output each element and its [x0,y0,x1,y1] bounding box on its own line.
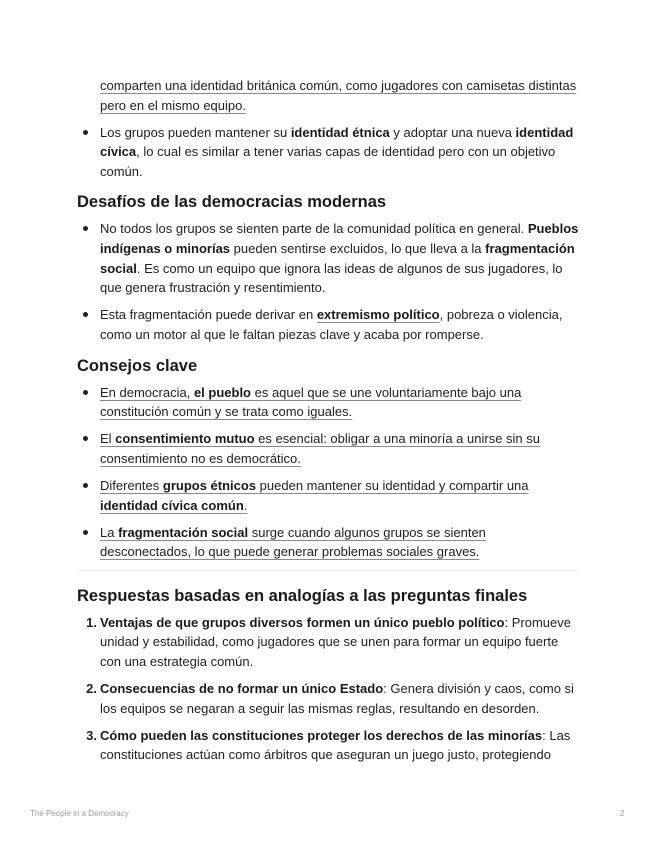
footer-page-number: 2 [620,809,625,818]
list-item-text: Los grupos pueden mantener su identidad étnica y adoptar una nueva identidad cívica, lo cual es similar a tener varias capas de identidad pero con un objetivo común. [100,124,574,179]
list-item-text: El consentimiento mutuo es esencial: obligar a una minoría a unirse sin su consentimiento no es democrático. [100,431,540,466]
list-item-text: Consecuencias de no formar un único Estado: Genera división y caos, como si los equipos se negaran a seguir las mismas reglas, resultando en desorden. [100,681,574,716]
bold-term: Cómo pueden las constituciones proteger los derechos de las minorías [100,727,543,743]
tips-list [77,383,579,562]
numbered-item [77,726,579,765]
section-heading-answers: Respuestas basadas en analogías a las preguntas finales [77,586,528,605]
page-content [77,76,579,772]
section-divider [77,570,579,571]
bold-term: consentimiento mutuo [115,431,255,447]
footer-document-title: The People in a Democracy [30,809,129,818]
list-item-text: Diferentes grupos étnicos pueden mantener su identidad y compartir una identidad cívica común. [100,477,529,513]
bold-term: identidad cívica [100,124,574,160]
item-number: 1. [86,614,97,630]
numbered-item [77,679,579,718]
list-item-text: Esta fragmentación puede derivar en extremismo político, pobreza o violencia, como un motor al que le faltan piezas clave y acaba por romperse. [100,307,563,342]
list-item-text: En democracia, el pueblo es aquel que se une voluntariamente bajo una constitución común y se trata como iguales. [100,384,522,420]
bold-term: el pueblo [193,384,251,400]
bold-term: identidad étnica [290,124,390,140]
list-item [77,429,579,468]
bold-term: identidad cívica común [100,497,244,513]
list-item [77,219,579,297]
bold-term: grupos étnicos [162,477,257,493]
section-heading-tips: Consejos clave [77,356,198,375]
bold-term: extremismo político [316,307,440,323]
item-number: 2. [86,681,97,697]
bold-term: fragmentación social [100,241,575,276]
list-item [77,123,579,182]
list-item-text: No todos los grupos se sienten parte de la comunidad política en general. Pueblos indígenas o minorías pueden sentirse excluidos, lo que lleva a la fragmentación social. Es como un equipo que ignora las ideas de algunos de sus jugadores, lo que genera frustración y resentimiento. [100,221,579,296]
list-item-text: La fragmentación social surge cuando algunos grupos se sienten desconectados, lo que puede generar problemas sociales graves. [100,524,486,560]
list-item [77,305,579,344]
numbered-item [77,613,579,672]
intro-list [77,76,579,181]
bold-term: Consecuencias de no formar un único Estado [100,681,384,697]
challenges-list [77,219,579,344]
list-item-text: Cómo pueden las constituciones proteger los derechos de las minorías: Las constituciones actúan como árbitros que aseguran un juego justo, protegiendo [100,727,571,763]
list-item [77,383,579,422]
section-heading-challenges: Desafíos de las democracias modernas [77,193,387,212]
bold-term: Ventajas de que grupos diversos formen un único pueblo político [100,614,505,630]
list-item-text: Ventajas de que grupos diversos formen un único pueblo político: Promueve unidad y estabilidad, como jugadores que se unen para formar un equipo fuerte con una estrategia común. [100,614,571,669]
bold-term: Pueblos indígenas o minorías [100,221,579,257]
item-number: 3. [86,727,97,743]
list-item-text: comparten una identidad británica común, como jugadores con camisetas distintas pero en el mismo equipo. [100,78,577,113]
list-item [77,76,579,115]
answers-list [77,613,579,765]
list-item [77,476,579,515]
bold-term: fragmentación social [118,524,249,540]
list-item [77,523,579,562]
